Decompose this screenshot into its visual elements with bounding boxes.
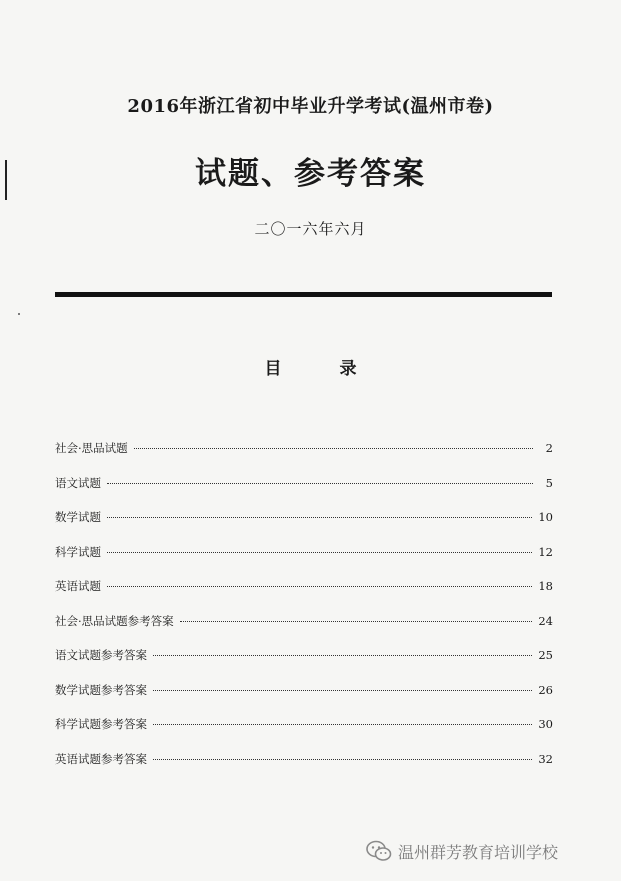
toc-leader-dots	[153, 759, 532, 760]
main-title: 试题、参考答案	[195, 156, 426, 192]
toc-leader-dots	[134, 448, 533, 449]
toc-entry	[55, 647, 553, 682]
toc-entry-page: 2	[545, 441, 553, 455]
toc-entry-page: 18	[538, 579, 553, 593]
exam-title: 2016年浙江省初中毕业升学考试(温州市卷)	[127, 96, 494, 117]
toc-entry	[55, 544, 553, 579]
publication-date: 二〇一六年六月	[254, 220, 367, 238]
toc-leader-dots	[107, 586, 532, 587]
toc-entry-label: 英语试题	[55, 579, 101, 593]
toc-entry-label: 英语试题参考答案	[55, 751, 147, 766]
toc-entry-page: 25	[538, 648, 553, 662]
toc-heading: 目 录	[264, 359, 383, 379]
toc-entry-label: 数学试题参考答案	[55, 682, 147, 697]
table-of-contents	[55, 440, 553, 785]
toc-entry-page: 24	[538, 613, 553, 628]
toc-entry-page: 32	[538, 751, 553, 766]
toc-entry	[55, 751, 553, 786]
toc-entry-label: 科学试题	[55, 544, 101, 559]
toc-entry	[55, 509, 553, 544]
toc-leader-dots	[153, 690, 532, 691]
toc-leader-dots	[153, 655, 532, 656]
toc-leader-dots	[107, 483, 533, 484]
toc-entry	[55, 682, 553, 717]
toc-entry-label: 语文试题参考答案	[55, 648, 147, 662]
toc-entry	[55, 440, 553, 475]
toc-leader-dots	[153, 724, 532, 725]
toc-entry-label: 数学试题	[55, 510, 101, 524]
toc-entry	[55, 716, 553, 751]
toc-entry	[55, 613, 553, 648]
toc-entry-label: 社会·思品试题参考答案	[55, 613, 174, 628]
toc-entry-page: 10	[538, 510, 553, 524]
toc-leader-dots	[107, 552, 532, 553]
toc-entry-label: 科学试题参考答案	[55, 717, 147, 731]
toc-entry-label: 社会·思品试题	[55, 441, 128, 455]
toc-leader-dots	[107, 517, 532, 518]
watermark-text: 温州群芳教育培训学校	[398, 842, 559, 862]
toc-entry-page: 5	[545, 475, 553, 490]
toc-entry-page: 30	[538, 717, 553, 731]
toc-entry-page: 12	[538, 544, 553, 559]
horizontal-rule	[55, 292, 552, 297]
toc-entry-page: 26	[538, 682, 553, 697]
toc-leader-dots	[180, 621, 533, 622]
toc-entry-label: 语文试题	[55, 475, 101, 490]
wechat-icon	[366, 840, 392, 862]
toc-entry	[55, 578, 553, 613]
watermark	[366, 838, 616, 864]
scan-speck	[18, 313, 20, 315]
toc-entry	[55, 475, 553, 510]
